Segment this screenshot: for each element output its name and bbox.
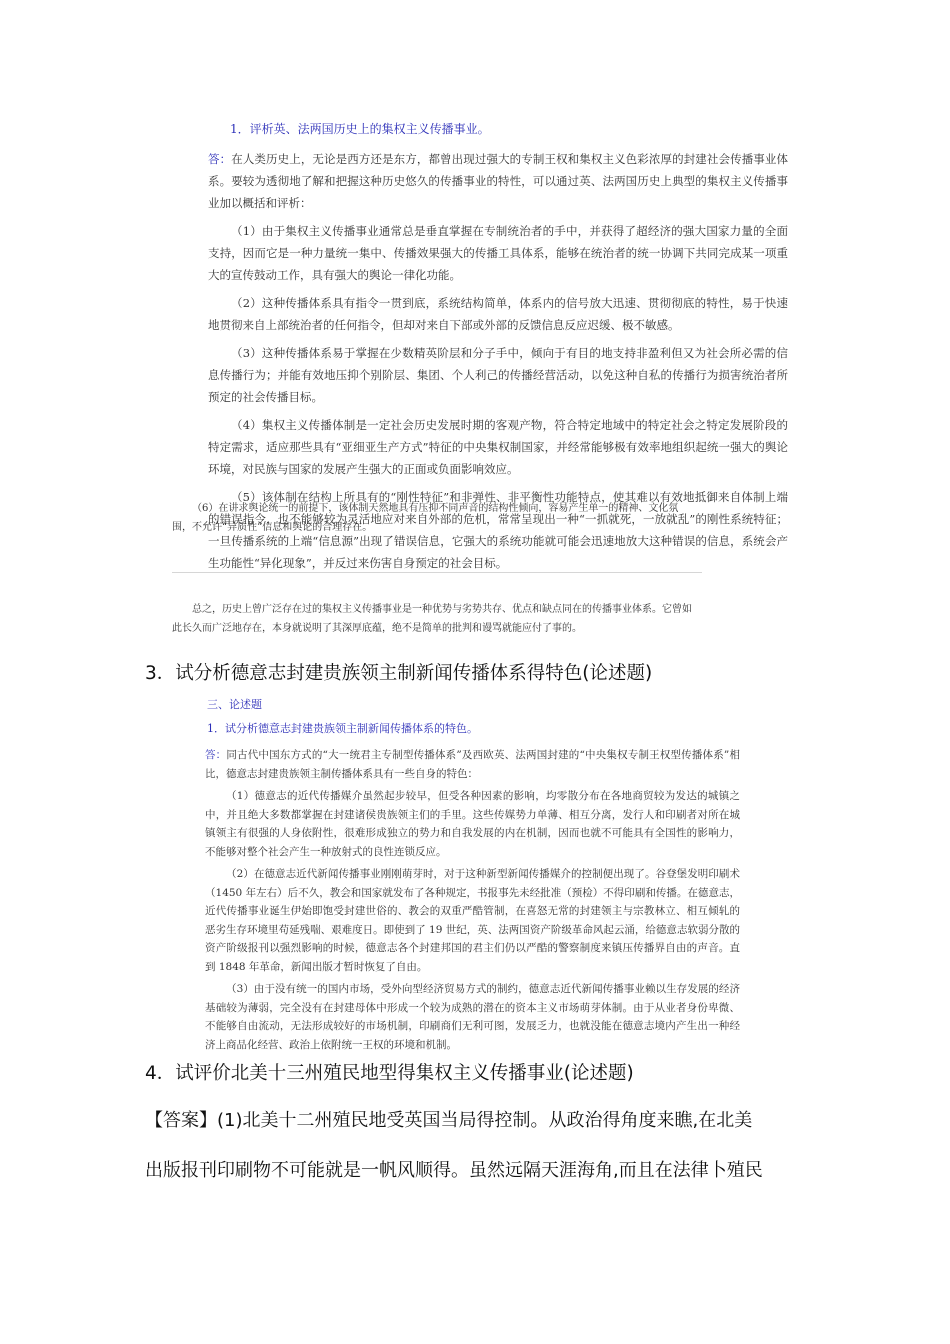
section-label: 三、论述题 xyxy=(207,698,262,711)
scanned-summary-block xyxy=(172,600,692,638)
answer-point-6: （6）在讲求舆论统一的前提下，该体制天然地具有压抑不同声音的结构性倾向，容易产生单一的精神、文化氛围，不允许“异质性”信息和舆论的合理存在。 xyxy=(172,503,679,533)
answer-label-2: 答： xyxy=(205,749,227,761)
question-heading-4: 4．试评价北美十三州殖民地型得集权主义传播事业(论述题) xyxy=(145,1063,634,1084)
answer-label: 答： xyxy=(208,152,232,166)
answer2-point-2: （2）在德意志近代新闻传播事业刚刚萌芽时，对于这种新型新闻传播媒介的控制便出现了。谷登堡发明印刷术（1450 年左右）后不久，教会和国家就发布了各种规定，书报事先未经批准（预检）不得印刷和传播。在德意志，近代传播事业诞生伊始即饱受封建世俗的、教会的双重严酷管制，在喜怒无常的封建领主与宗教林立、相互倾轧的恶劣生存环境里苟延残喘、艰难度日。即使到了 19 世纪，英、法两国资产阶级革命风起云涌，给德意志软弱分散的资产阶级报刊以强烈影响的时候，德意志各个封建邦国的君主们仍以严酷的警察制度来镇压传播界自由的声音。直到 1848 年革命，新闻出版才暂时恢复了自由。 xyxy=(205,868,740,973)
summary-paragraph: 总之，历史上曾广泛存在过的集权主义传播事业是一种优势与劣势共存、优点和缺点同在的传播事业体系。它曾如此长久而广泛地存在，本身就说明了其深厚底蕴，绝不是简单的批判和谩骂就能应付了事的。 xyxy=(172,604,692,634)
scanned-answer-point-6 xyxy=(172,499,692,537)
answer2-point-1: （1）德意志的近代传播媒介虽然起步较早，但受各种因素的影响，均零散分布在各地商贸较为发达的城镇之中，并且绝大多数都掌握在封建诸侯贵族领主们的手里。这些传媒势力单薄、相互分离，发行人和印刷者对所在城镇领主有很强的人身依附性，很难形成独立的势力和自我发展的内在机制，因而也就不可能具有全国性的影响力，不能够对整个社会产生一种放射式的良性连锁反应。 xyxy=(205,790,740,858)
answer4-line-1: 【答案】(1)北美十二州殖民地受英国当局得控制。从政治得角度来瞧,在北美 xyxy=(145,1110,753,1131)
question-title-1: 1．评析英、法两国历史上的集权主义传播事业。 xyxy=(230,122,490,136)
answer-point-4: （4）集权主义传播体制是一定社会历史发展时期的客观产物，符合特定地域中的特定社会之特定发展阶段的特定需求，适应那些具有“亚细亚生产方式”特征的中央集权制国家，并经常能够极有效率地组织起统一强大的舆论环境，对民族与国家的发展产生强大的正面或负面影响效应。 xyxy=(208,418,788,476)
answer-point-1: （1）由于集权主义传播事业通常总是垂直掌握在专制统治者的手中，并获得了超经济的强大国家力量的全面支持，因而它是一种力量统一集中、传播效果强大的传播工具体系，能够在统治者的统一协调下共同完成某一项重大的宣传鼓动工作，具有强大的舆论一律化功能。 xyxy=(208,224,788,282)
answer2-point-3: （3）由于没有统一的国内市场，受外向型经济贸易方式的制约，德意志近代新闻传播事业赖以生存发展的经济基础较为薄弱，完全没有在封建母体中形成一个较为成熟的潜在的资本主义市场萌芽体制。由于从业者身份卑微、不能够自由流动，无法形成较好的市场机制，印刷商们无利可图，发展乏力，也就没能在德意志境内产生出一种经济上商品化经营、政治上依附统一王权的环境和机制。 xyxy=(205,983,740,1051)
answer4-line-2: 出版报刊印刷物不可能就是一帆风顺得。虽然远隔天涯海角,而且在法律卜殖民 xyxy=(145,1160,763,1181)
answer-point-2: （2）这种传播体系具有指令一贯到底，系统结构简单，体系内的信号放大迅速、贯彻彻底的特性，易于快速地贯彻来自上部统治者的任何指令，但却对来自下部或外部的反馈信息反应迟缓、极不敏感。 xyxy=(208,296,788,332)
question-title-2: 1．试分析德意志封建贵族领主制新闻传播体系的特色。 xyxy=(207,722,478,735)
question-heading-3: 3．试分析德意志封建贵族领主制新闻传播体系得特色(论述题) xyxy=(145,663,653,684)
answer-point-3: （3）这种传播体系易于掌握在少数精英阶层和分子手中，倾向于有目的地支持非盈利但又为社会所必需的信息传播行为；并能有效地压抑个别阶层、集团、个人利己的传播经营活动，以免这种自私的传播行为损害统治者所预定的社会传播目标。 xyxy=(208,346,788,404)
answer-intro-paragraph xyxy=(208,148,788,214)
answer-intro-text: 在人类历史上，无论是西方还是东方，都曾出现过强大的专制王权和集权主义色彩浓厚的封建社会传播事业体系。要较为透彻地了解和把握这种历史悠久的传播事业的特性，可以通过英、法两国历史上典型的集权主义传播事业加以概括和评析： xyxy=(208,152,789,210)
answer-intro-text-2: 同古代中国东方式的“大一统君主专制型传播体系”及西欧英、法两国封建的“中央集权专制王权型传播体系”相比，德意志封建贵族领主制传播体系具有一些自身的特色： xyxy=(205,749,740,780)
answer-point-5: （5）该体制在结构上所具有的“刚性特征”和非弹性、非平衡性功能特点，使其难以有效地抵御来自体制上端的错误指令，也不能够较为灵活地应对来自外部的危机，常常呈现出一种“一抓就死，一放就乱”的刚性系统特征；一旦传播系统的上端“信息源”出现了错误信息，它强大的系统功能就可能会迅速地放大这种错误的信息，系统会产生功能性“异化现象”，并反过来伤害自身预定的社会目标。 xyxy=(208,490,788,570)
divider-line xyxy=(172,572,702,573)
answer-intro-paragraph-2 xyxy=(205,746,740,783)
scanned-answer-block-2 xyxy=(205,696,740,1058)
